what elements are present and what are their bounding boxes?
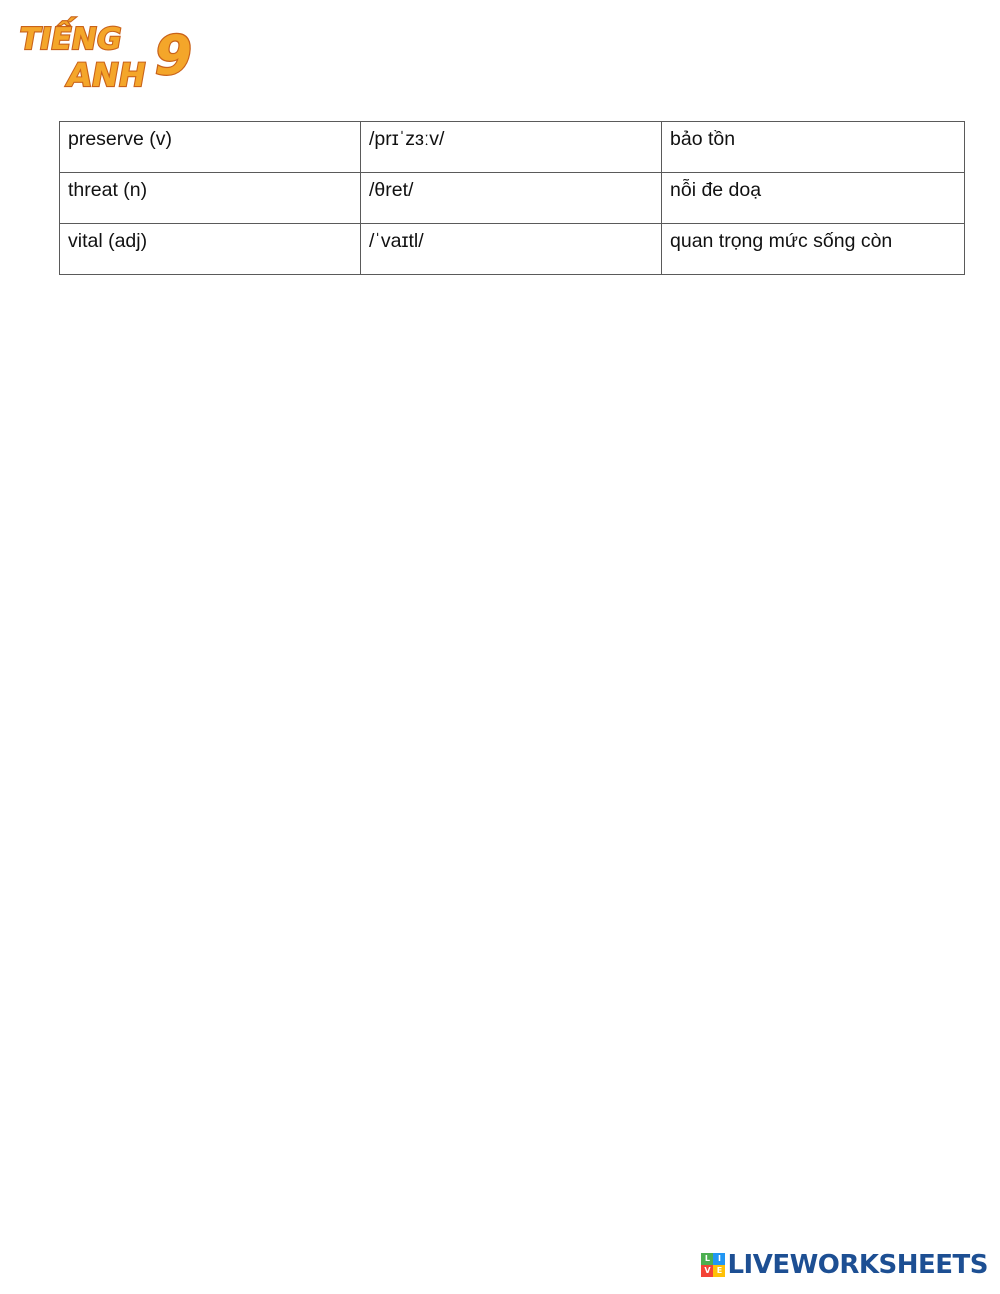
word-cell: threat (n) bbox=[60, 173, 361, 224]
table-row bbox=[60, 122, 965, 173]
ipa-cell: /θret/ bbox=[361, 173, 662, 224]
table-row bbox=[60, 173, 965, 224]
svg-text:9: 9 bbox=[149, 23, 198, 87]
svg-text:TIẾNG: TIẾNG bbox=[16, 22, 125, 57]
meaning-cell: quan trọng mức sống còn bbox=[662, 224, 965, 275]
meaning-cell: nỗi đe doạ bbox=[662, 173, 965, 224]
liveworksheets-brand bbox=[701, 1250, 988, 1280]
meaning-cell: bảo tồn bbox=[662, 122, 965, 173]
icon-letter-e: E bbox=[713, 1265, 725, 1277]
liveworksheets-logo-icon bbox=[701, 1253, 725, 1277]
word-cell: vital (adj) bbox=[60, 224, 361, 275]
vocabulary-table bbox=[59, 121, 965, 275]
word-cell: preserve (v) bbox=[60, 122, 361, 173]
ipa-cell: /prɪˈzɜːv/ bbox=[361, 122, 662, 173]
ipa-cell: /ˈvaɪtl/ bbox=[361, 224, 662, 275]
svg-text:ANH: ANH bbox=[63, 56, 149, 94]
icon-letter-v: V bbox=[701, 1265, 713, 1277]
brand-name: LIVEWORKSHEETS bbox=[727, 1250, 988, 1280]
icon-letter-i: I bbox=[713, 1253, 725, 1265]
icon-letter-l: L bbox=[701, 1253, 713, 1265]
tieng-anh-9-logo bbox=[12, 14, 202, 96]
table-row bbox=[60, 224, 965, 275]
